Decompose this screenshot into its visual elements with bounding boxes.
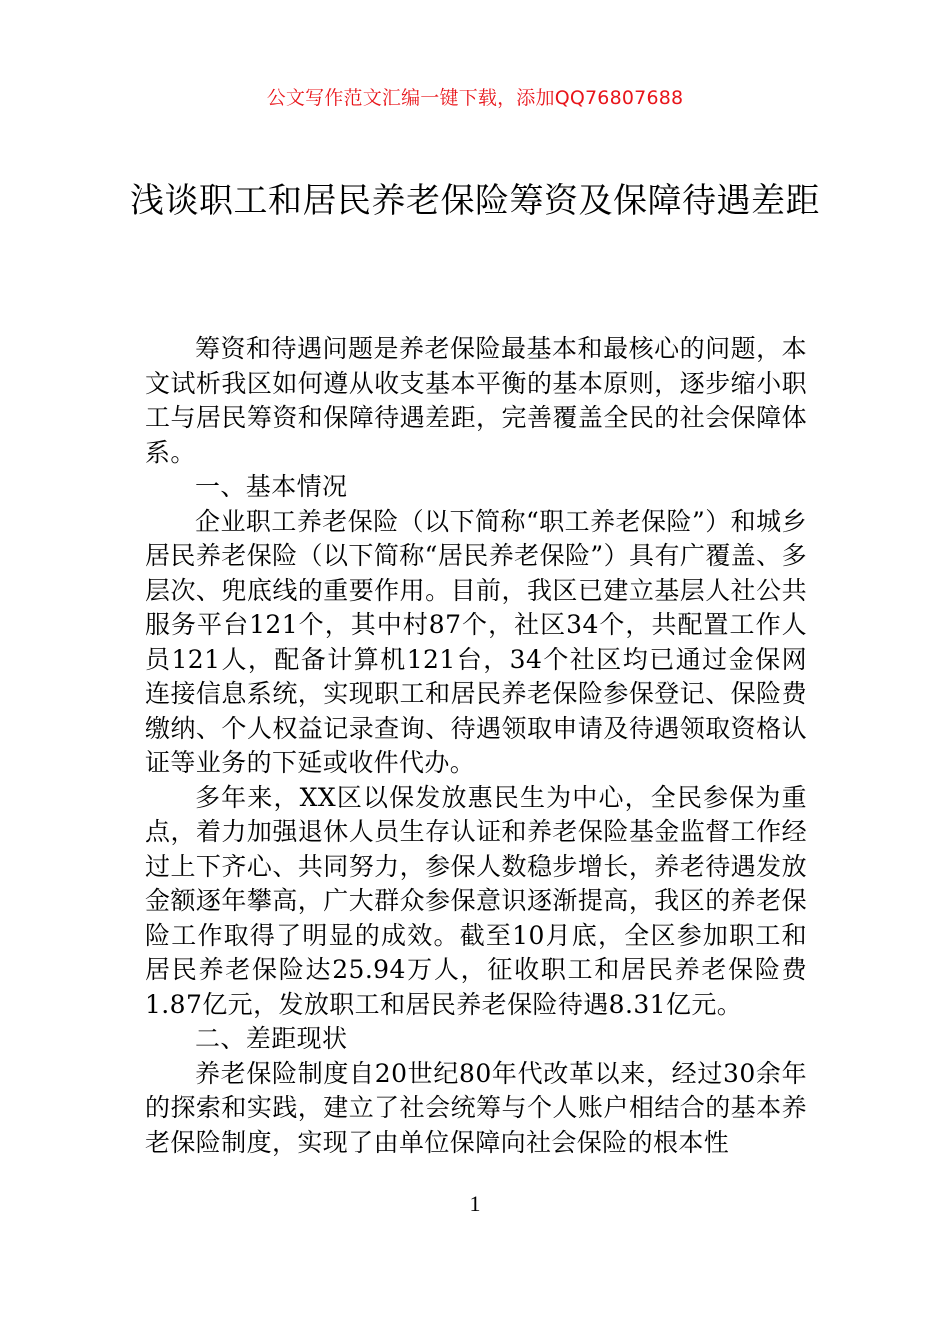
page-number: 1	[469, 1191, 481, 1216]
header-ad-text: 公文写作范文汇编一键下载，添加QQ76807688	[266, 87, 684, 109]
document-title: 浅谈职工和居民养老保险筹资及保障待遇差距	[130, 181, 820, 221]
section1-paragraph-2: 多年来，XX区以保发放惠民生为中心，全民参保为重点，着力加强退休人员生存认证和养老保险基金监督工作经过上下齐心、共同努力，参保人数稳步增长，养老待遇发放金额逐年攀高，广大群众参保意识逐渐提高，我区的养老保险工作取得了明显的成效。截至10月底，全区参加职工和居民养老保险达25.94万人，征收职工和居民养老保险费1.87亿元，发放职工和居民养老保险待遇8.31亿元。	[145, 782, 807, 1019]
intro-paragraph: 筹资和待遇问题是养老保险最基本和最核心的问题，本文试析我区如何遵从收支基本平衡的基本原则，逐步缩小职工与居民筹资和保障待遇差距，完善覆盖全民的社会保障体系。	[145, 334, 807, 467]
document-body	[145, 332, 807, 1160]
section1-paragraph-1: 企业职工养老保险（以下简称“职工养老保险”）和城乡居民养老保险（以下简称“居民养老保险”）具有广覆盖、多层次、兜底线的重要作用。目前，我区已建立基层人社公共服务平台121个，其中村87个，社区34个，共配置工作人员121人，配备计算机121台，34个社区均已通过金保网连接信息系统，实现职工和居民养老保险参保登记、保险费缴纳、个人权益记录查询、待遇领取申请及待遇领取资格认证等业务的下延或收件代办。	[145, 506, 807, 777]
section-heading-gap-status: 二、差距现状	[195, 1024, 348, 1053]
section2-paragraph-1: 养老保险制度自20世纪80年代改革以来，经过30余年的探索和实践，建立了社会统筹与个人账户相结合的基本养老保险制度，实现了由单位保障向社会保险的根本性	[145, 1058, 807, 1157]
section-heading-basic-situation: 一、基本情况	[195, 472, 348, 501]
